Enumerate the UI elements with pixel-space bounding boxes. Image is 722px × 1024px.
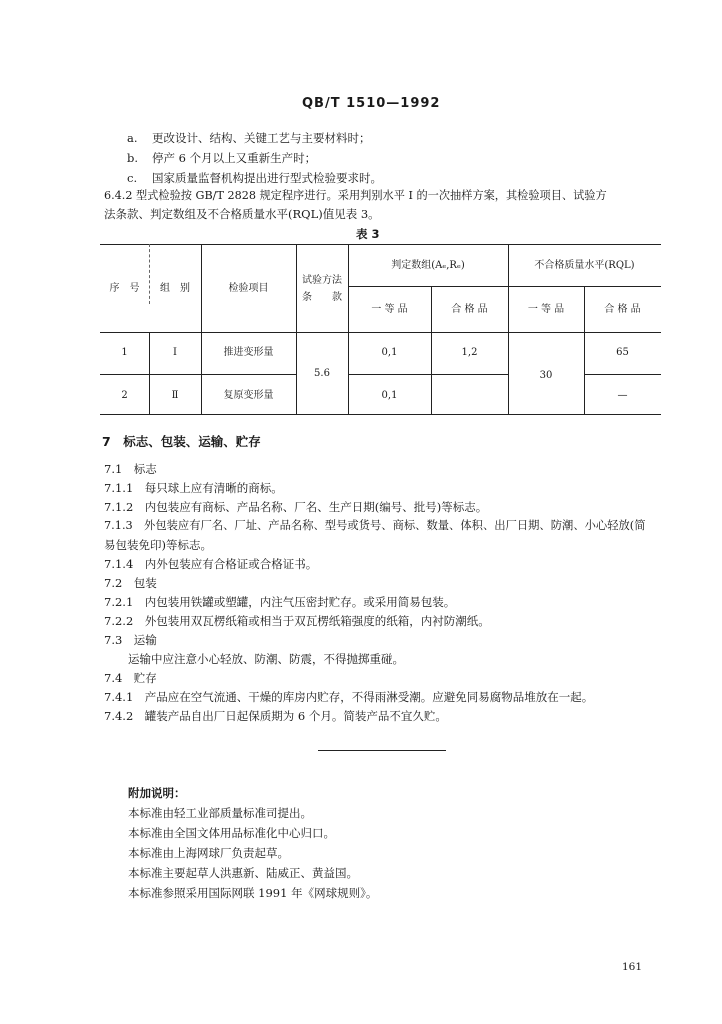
section-7-2-1: 7.2.1 内包装用铁罐或塑罐，内注气压密封贮存。或采用简易包装。 <box>104 595 456 609</box>
row2-judgement-first: 0,1 <box>381 390 398 401</box>
header-judgement-qualified: 合 格 品 <box>451 304 488 315</box>
table-rule-bottom <box>100 414 661 415</box>
table-col-item-divider <box>296 244 297 414</box>
table-col-seq-divider-header <box>149 244 150 304</box>
row1-item: 推进变形量 <box>223 347 274 358</box>
section-7-1-3-line1: 7.1.3 外包装应有厂名、厂址、产品名称、型号或货号、商标、数量、体积、出厂日期、防潮、小心轻放(简 <box>104 519 646 532</box>
list-marker-b: b. <box>127 151 139 165</box>
section-7-1-4: 7.1.4 内外包装应有合格证或合格证书。 <box>104 557 318 571</box>
standard-code-header: QB/T 1510—1992 <box>302 96 441 111</box>
section-7-4-2: 7.4.2 罐装产品自出厂日起保质期为 6 个月。简装产品不宜久贮。 <box>104 709 447 723</box>
row1-judgement-qualified: 1,2 <box>461 347 478 358</box>
row2-rql-qualified: — <box>617 390 628 401</box>
row1-group: Ⅰ <box>173 347 177 358</box>
notes-title: 附加说明： <box>128 786 186 800</box>
row2-group: Ⅱ <box>171 390 179 401</box>
table-rule-row1-mid <box>348 374 508 375</box>
header-judgement-first-grade: 一 等 品 <box>371 304 408 315</box>
section-7-1: 7.1 标志 <box>104 462 157 476</box>
row2-item: 复原变形量 <box>223 390 274 401</box>
header-method-line2: 条 款 <box>302 292 342 303</box>
table-rule-subheader <box>348 286 661 287</box>
table-rule-row1-right <box>584 374 661 375</box>
notes-line-4: 本标准主要起草人洪惠新、陆威正、黄益国。 <box>128 866 358 880</box>
header-method-line1: 试验方法 <box>302 275 342 286</box>
table-rule-row1-left <box>100 374 296 375</box>
notes-line-1: 本标准由轻工业部质量标准司提出。 <box>128 806 312 820</box>
page-number: 161 <box>622 961 643 973</box>
table-caption: 表 3 <box>356 227 380 241</box>
row1-rql-qualified: 65 <box>616 347 629 358</box>
row1-judgement-first: 0,1 <box>381 347 398 358</box>
header-item: 检验项目 <box>228 283 269 294</box>
section-7-title: 7 标志、包装、运输、贮存 <box>102 434 261 449</box>
table-col-group-divider <box>201 244 202 414</box>
table-rule-header-bottom <box>100 332 661 333</box>
paragraph-642-line2: 法条款、判定数组及不合格质量水平(RQL)值见表 3。 <box>104 207 380 221</box>
notes-line-3: 本标准由上海网球厂负责起草。 <box>128 846 289 860</box>
notes-line-5: 本标准参照采用国际网联 1991 年《网球规则》。 <box>128 886 378 900</box>
section-7-1-1: 7.1.1 每只球上应有清晰的商标。 <box>104 481 283 495</box>
row2-seq: 2 <box>121 390 128 401</box>
section-7-2-2: 7.2.2 外包装用双瓦楞纸箱或相当于双瓦楞纸箱强度的纸箱，内衬防潮纸。 <box>104 614 490 628</box>
header-rql-first-grade: 一 等 品 <box>527 304 565 315</box>
list-item-a: 更改设计、结构、关键工艺与主要材料时； <box>152 131 371 145</box>
list-item-c: 国家质量监督机构提出进行型式检验要求时。 <box>152 171 382 185</box>
section-7-2: 7.2 包装 <box>104 576 157 590</box>
header-group: 组 别 <box>160 283 190 294</box>
shared-rql-first-grade: 30 <box>539 370 553 381</box>
header-rql: 不合格质量水平(RQL) <box>534 260 635 271</box>
section-7-4: 7.4 贮存 <box>104 671 157 685</box>
header-rql-qualified: 合 格 品 <box>604 304 641 315</box>
notes-line-2: 本标准由全国文体用品标准化中心归口。 <box>128 826 335 840</box>
row1-seq: 1 <box>121 347 128 358</box>
section-7-1-2: 7.1.2 内包装应有商标、产品名称、厂名、生产日期(编号、批号)等标志。 <box>104 500 488 514</box>
end-of-text-rule <box>318 750 446 751</box>
section-7-1-3-line2: 易包装免印)等标志。 <box>104 538 212 552</box>
list-marker-c: c. <box>127 171 138 185</box>
shared-method-clause: 5.6 <box>314 368 330 379</box>
table-rule-top <box>100 244 661 245</box>
header-judgement: 判定数组(Aₑ,Rₑ) <box>391 260 465 271</box>
paragraph-642-line1: 6.4.2 型式检验按 GB/T 2828 规定程序进行。采用判别水平 I 的一次抽样方案，其检验项目、试验方 <box>104 189 607 202</box>
section-7-4-1: 7.4.1 产品应在空气流通、干燥的库房内贮存，不得雨淋受潮。应避免同易腐物品堆放在一起。 <box>104 690 594 704</box>
section-7-3: 7.3 运输 <box>104 633 157 647</box>
list-marker-a: a. <box>127 131 138 145</box>
header-seq: 序 号 <box>109 283 140 294</box>
section-7-3-text: 运输中应注意小心轻放、防潮、防震，不得抛掷重碰。 <box>128 652 404 666</box>
list-item-b: 停产 6 个月以上又重新生产时； <box>152 151 317 165</box>
